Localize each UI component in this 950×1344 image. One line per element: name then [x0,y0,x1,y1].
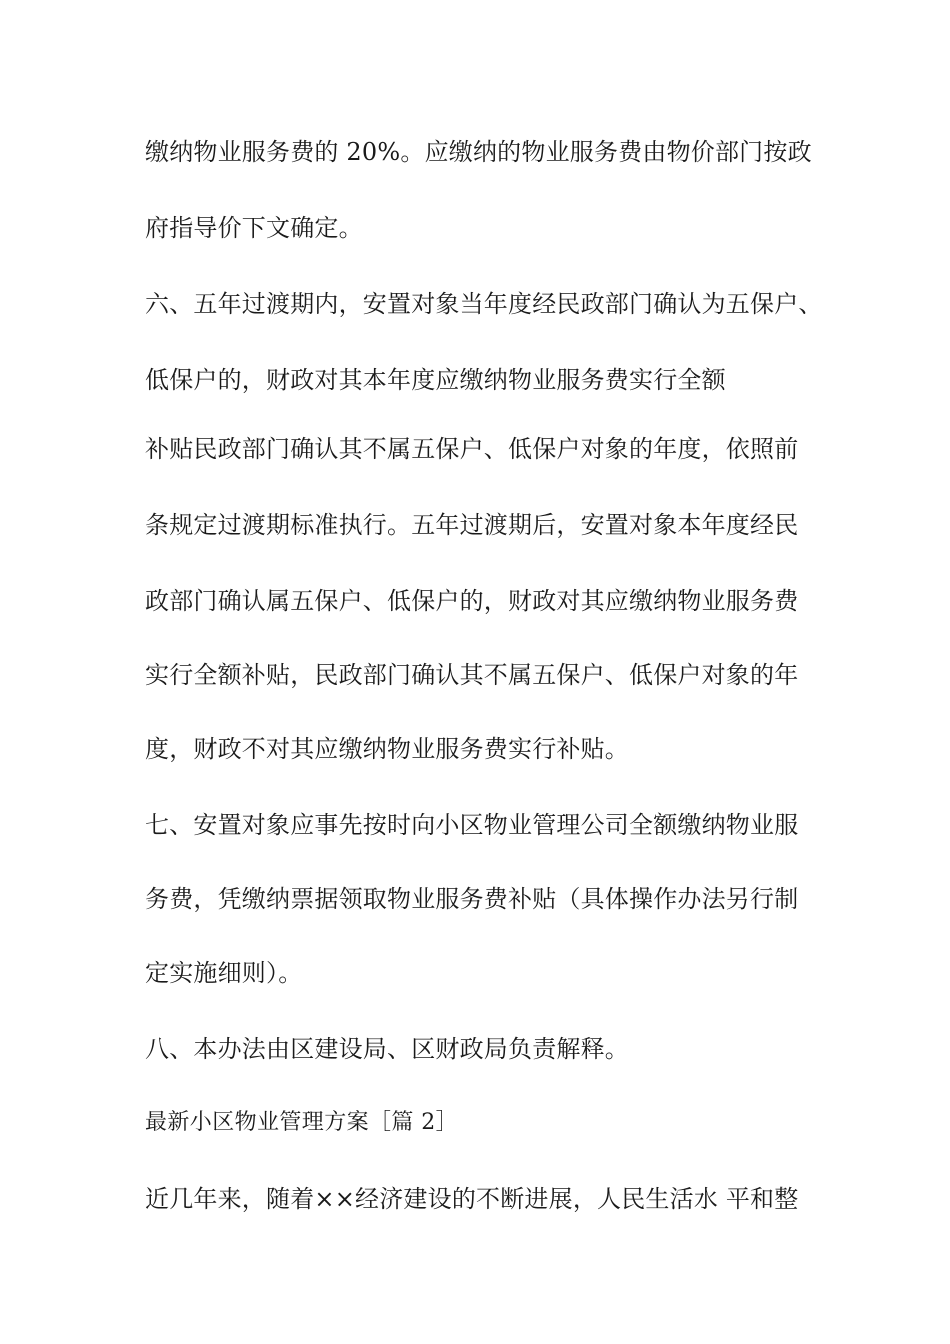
text-line: 补贴民政部门确认其不属五保户、低保户对象的年度，依照前 [145,435,799,463]
text-line: 度，财政不对其应缴纳物业服务费实行补贴。 [145,735,629,763]
text-line: 条规定过渡期标准执行。五年过渡期后，安置对象本年度经民 [145,511,799,539]
text-line: 低保户的，财政对其本年度应缴纳物业服务费实行全额 [145,366,726,394]
text-line: 六、五年过渡期内，安置对象当年度经民政部门确认为五保户、 [145,290,823,318]
text-line: 近几年来，随着××经济建设的不断进展，人民生活水 平和整 [145,1185,799,1213]
text-line: 定实施细则）。 [145,959,303,987]
text-line: 八、本办法由区建设局、区财政局负责解释。 [145,1035,629,1063]
text-line: 七、安置对象应事先按时向小区物业管理公司全额缴纳物业服 [145,811,799,839]
text-line: 府指导价下文确定。 [145,214,363,242]
section-heading: 最新小区物业管理方案［篇 2］ [145,1110,458,1135]
text-line: 务费，凭缴纳票据领取物业服务费补贴（具体操作办法另行制 [145,885,799,913]
text-line: 政部门确认属五保户、低保户的，财政对其应缴纳物业服务费 [145,587,799,615]
text-line: 缴纳物业服务费的 20%。应缴纳的物业服务费由物价部门按政 [145,138,812,166]
text-line: 实行全额补贴，民政部门确认其不属五保户、低保户对象的年 [145,661,799,689]
